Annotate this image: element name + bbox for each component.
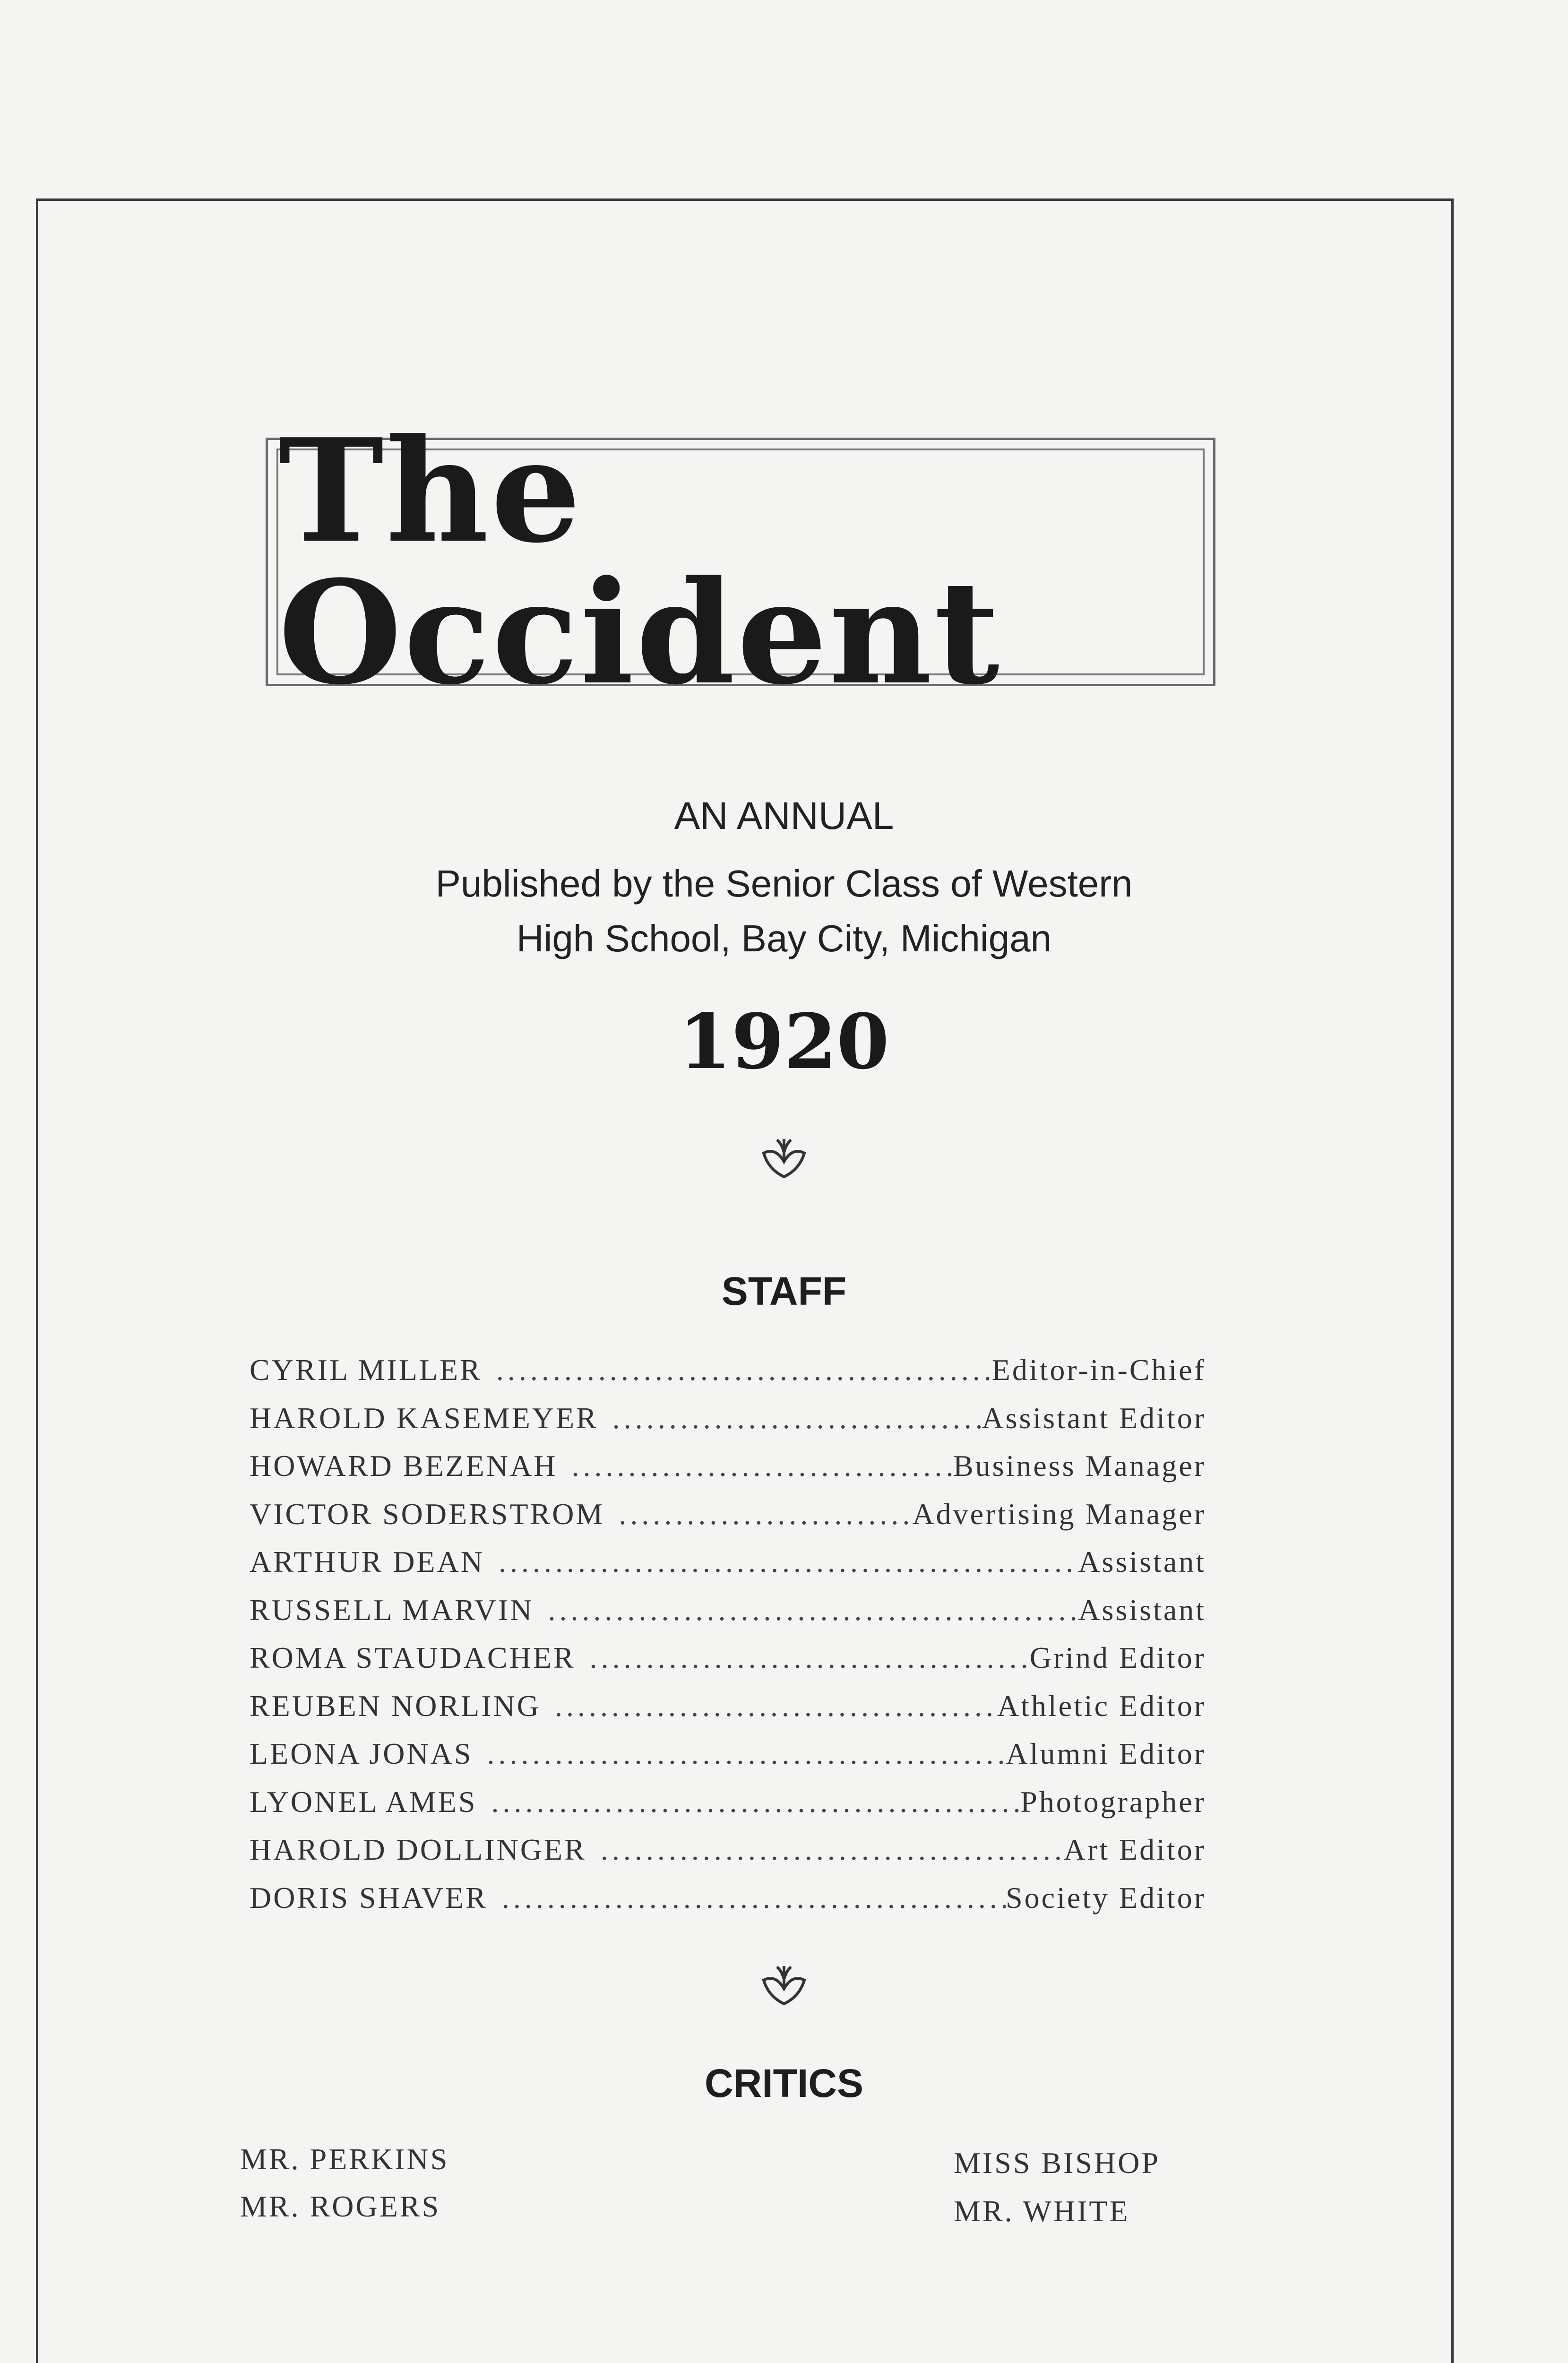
staff-role: Athletic Editor	[997, 1689, 1206, 1723]
staff-row	[250, 1689, 1206, 1737]
staff-name: RUSSELL MARVIN	[250, 1593, 534, 1627]
staff-role: Grind Editor	[1029, 1641, 1206, 1674]
leader-dots	[496, 1353, 992, 1388]
staff-name: LEONA JONAS	[250, 1737, 473, 1770]
staff-name: REUBEN NORLING	[250, 1689, 541, 1723]
staff-name: HOWARD BEZENAH	[250, 1449, 558, 1483]
staff-row	[250, 1832, 1206, 1880]
staff-role: Advertising Manager	[912, 1497, 1206, 1531]
staff-role: Editor-in-Chief	[991, 1353, 1206, 1387]
staff-row	[250, 1640, 1206, 1689]
leader-dots	[491, 1785, 1020, 1820]
staff-name: ROMA STAUDACHER	[250, 1641, 576, 1674]
leader-dots	[572, 1449, 953, 1483]
staff-role: Art Editor	[1063, 1833, 1206, 1866]
staff-role: Assistant	[1078, 1593, 1206, 1627]
publication-year: 1920	[679, 997, 889, 1086]
staff-row	[250, 1785, 1206, 1833]
staff-heading: STAFF	[721, 1269, 847, 1313]
staff-role: Society Editor	[1006, 1880, 1206, 1915]
staff-name: CYRIL MILLER	[250, 1353, 482, 1387]
critic-name: MR. WHITE	[954, 2194, 1130, 2228]
staff-role: Business Manager	[953, 1449, 1206, 1483]
leader-dots	[502, 1880, 1006, 1915]
title-frame-inner	[276, 407, 1205, 716]
leader-dots	[601, 1832, 1064, 1867]
lily-ornament-icon	[0, 1961, 1568, 2019]
staff-name: HAROLD DOLLINGER	[250, 1833, 586, 1866]
staff-row	[250, 1353, 1206, 1401]
critic-name: MR. PERKINS	[240, 2142, 449, 2176]
leader-dots	[499, 1544, 1078, 1579]
leader-dots	[548, 1593, 1078, 1628]
critic-name: MISS BISHOP	[954, 2146, 1161, 2180]
staff-name: DORIS SHAVER	[250, 1880, 488, 1915]
staff-name: VICTOR SODERSTROM	[250, 1497, 605, 1531]
leader-dots	[612, 1401, 982, 1436]
title-frame	[266, 407, 1215, 716]
lily-ornament-icon	[0, 1134, 1568, 1192]
subtitle-publisher	[0, 856, 1568, 966]
page-title: The Occident	[278, 407, 1001, 716]
staff-name: LYONEL AMES	[250, 1785, 477, 1819]
staff-role: Photographer	[1020, 1785, 1206, 1819]
leader-dots	[619, 1497, 912, 1532]
subtitle-line-2: Published by the Senior Class of Western	[435, 862, 1133, 905]
subtitle-line-3: High School, Bay City, Michigan	[516, 917, 1052, 959]
subtitle-annual: AN ANNUAL	[674, 794, 894, 837]
leader-dots	[590, 1640, 1030, 1675]
staff-row	[250, 1544, 1206, 1593]
staff-name: HAROLD KASEMEYER	[250, 1401, 598, 1435]
staff-row	[250, 1401, 1206, 1449]
staff-name: ARTHUR DEAN	[250, 1545, 485, 1578]
staff-row	[250, 1449, 1206, 1497]
staff-role: Assistant Editor	[982, 1401, 1206, 1435]
leader-dots	[555, 1689, 997, 1724]
staff-row	[250, 1736, 1206, 1785]
staff-list	[250, 1353, 1206, 1928]
leader-dots	[487, 1736, 1006, 1771]
staff-row	[250, 1497, 1206, 1545]
staff-row	[250, 1880, 1206, 1929]
staff-role: Alumni Editor	[1006, 1737, 1206, 1770]
staff-row	[250, 1593, 1206, 1641]
staff-role: Assistant	[1078, 1545, 1206, 1578]
critic-name: MR. ROGERS	[240, 2190, 441, 2223]
critics-heading: CRITICS	[705, 2061, 863, 2105]
